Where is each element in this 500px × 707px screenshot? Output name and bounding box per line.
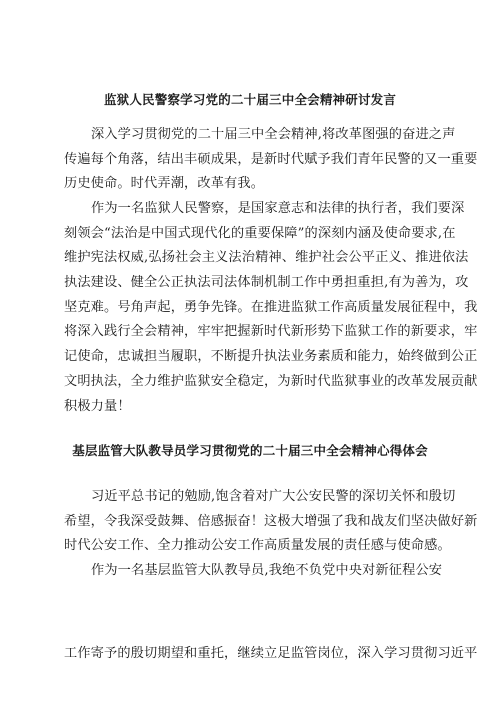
section-2-paragraph-2 — [64, 559, 452, 584]
section-1-title: 监狱人民警察学习党的二十届三中全会精神研讨发言 — [103, 92, 397, 107]
text-line: 深入学习贯彻党的二十届三中全会精神,将改革图强的奋进之声 — [91, 127, 456, 142]
text-line: 积极力量！ — [64, 398, 131, 414]
section-2-paragraph-1 — [64, 485, 478, 559]
text-line: 习近平总书记的勉励,饱含着对广大公安民警的深切关怀和殷切 — [91, 489, 456, 504]
text-line: 将深入践行全会精神，牢牢把握新时代新形势下监狱工作的新要求，牢 — [64, 324, 478, 340]
text-line: 执法建设、健全公正执法司法体制机制工作中勇担重担,有为善为，攻 — [64, 275, 469, 291]
text-line: 作为一名基层监管大队教导员,我绝不负党中央对新征程公安 — [91, 563, 443, 578]
text-line: 工作寄予的殷切期望和重托，继续立足监管岗位，深入学习贯彻习近平 — [64, 646, 478, 661]
section-1-paragraph-1 — [64, 123, 478, 197]
text-line: 坚克难。号角声起，勇争先锋。在推进监狱工作高质量发展征程中，我 — [64, 299, 478, 315]
text-line: 历史使命。时代弄潮，改革有我。 — [64, 176, 265, 192]
section-2-title: 基层监管大队教导员学习贯彻党的二十届三中全会精神心得体会 — [72, 443, 428, 458]
text-line: 希望，令我深受鼓舞、倍感振奋！这极大增强了我和战友们坚决做好新 — [64, 513, 478, 529]
text-line: 记使命，忠诚担当履职，不断提升执法业务素质和能力，始终做到公正 — [64, 349, 478, 365]
text-line: 时代公安工作、全力推动公安工作高质量发展的责任感与使命感。 — [64, 538, 451, 554]
section-1-paragraph-2 — [64, 197, 478, 419]
section-2-paragraph-3 — [64, 642, 478, 667]
text-line: 刻领会“法治是中国式现代化的重要保障”的深刻内涵及使命要求,在 — [64, 225, 456, 241]
text-line: 作为一名监狱人民警察，是国家意志和法律的执行者，我们要深 — [91, 201, 465, 216]
text-line: 传遍每个角落，结出丰硕成果，是新时代赋予我们青年民警的又一重要 — [64, 151, 478, 167]
text-line: 文明执法，全力维护监狱安全稳定，为新时代监狱事业的改革发展贡献 — [64, 373, 478, 389]
text-line: 维护宪法权威,弘扬社会主义法治精神、维护社会公平正义、推进依法 — [64, 250, 469, 266]
